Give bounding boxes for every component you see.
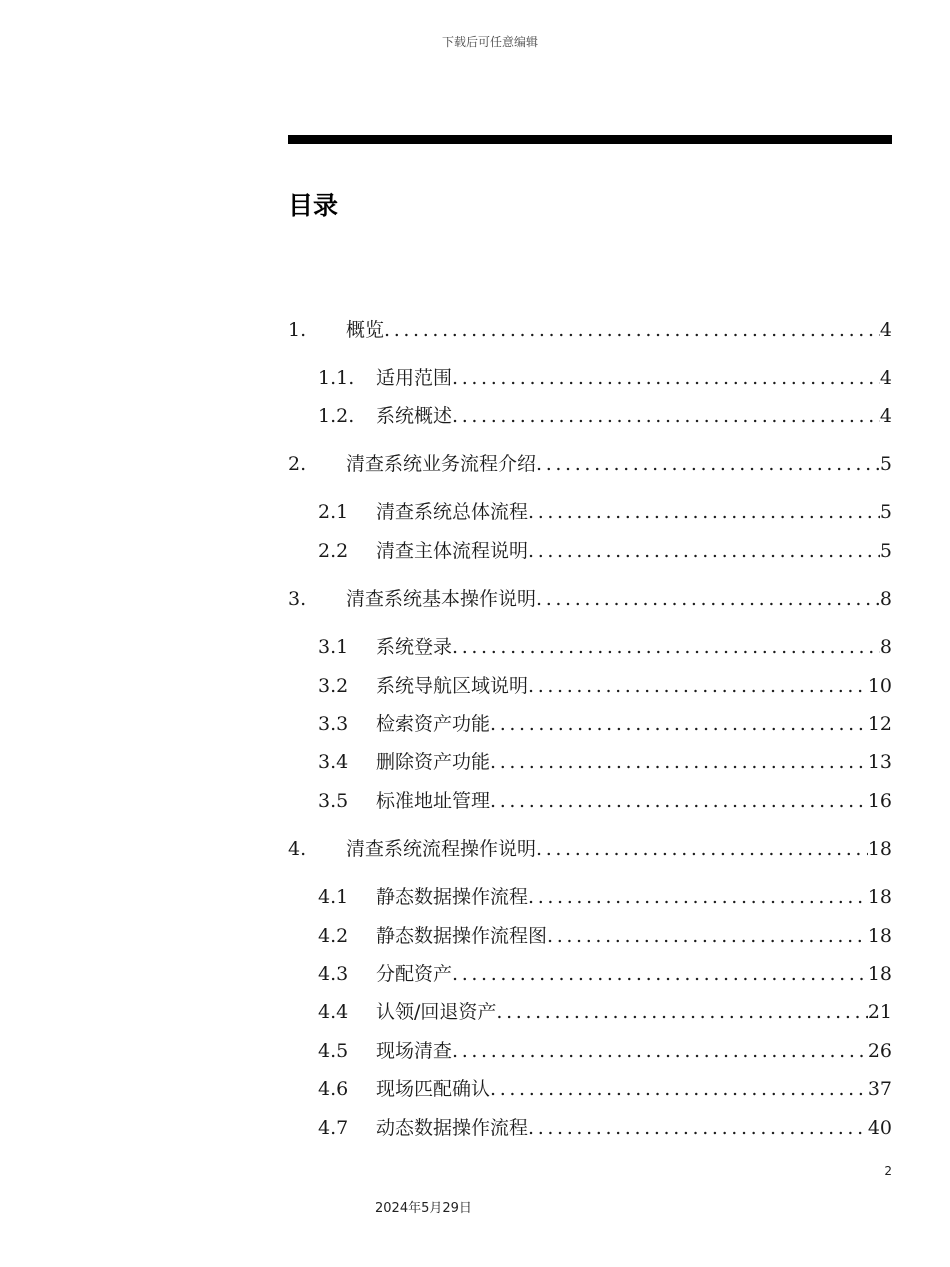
- toc-entry-page: 5: [879, 540, 892, 562]
- toc-entry-number: 4.4: [318, 1001, 349, 1023]
- toc-entry[interactable]: [318, 672, 892, 700]
- toc-entry-label: 现场匹配确认: [376, 1078, 491, 1100]
- page-title: 目录: [288, 191, 339, 220]
- toc-entry-page: 8: [879, 588, 892, 610]
- toc-entry-number: 1.2.: [318, 405, 355, 427]
- toc-entry[interactable]: [318, 960, 892, 988]
- toc-leader-dots: [528, 537, 880, 565]
- toc-entry-number: 4.6: [318, 1078, 349, 1100]
- toc-entry[interactable]: [318, 883, 892, 911]
- toc-entry-page: 16: [867, 790, 892, 812]
- toc-entry-page: 37: [867, 1078, 892, 1100]
- toc-leader-dots: [536, 585, 880, 613]
- toc-leader-dots: [490, 787, 868, 815]
- toc-leader-dots: [528, 1114, 868, 1142]
- toc-entry-number: 1.1.: [318, 367, 355, 389]
- header-note: 下载后可任意编辑: [441, 35, 538, 49]
- toc-entry-page: 5: [879, 453, 892, 475]
- toc-entry-number: 3.5: [318, 790, 349, 812]
- toc-entry-label: 适用范围: [376, 367, 453, 389]
- toc-entry-page: 26: [867, 1040, 892, 1062]
- toc-entry-label: 动态数据操作流程: [376, 1117, 529, 1139]
- page-number: 2: [884, 1164, 892, 1178]
- toc-leader-dots: [452, 364, 880, 392]
- toc-leader-dots: [452, 402, 880, 430]
- toc-leader-dots: [547, 922, 868, 950]
- toc-leader-dots: [384, 316, 880, 344]
- toc-entry-page: 13: [867, 751, 892, 773]
- toc-leader-dots: [490, 710, 868, 738]
- toc-entry-number: 4.3: [318, 963, 349, 985]
- title-rule: [288, 135, 892, 144]
- toc-entry[interactable]: [318, 402, 892, 430]
- toc-entry[interactable]: [318, 922, 892, 950]
- toc-leader-dots: [490, 1075, 868, 1103]
- toc-entry[interactable]: [288, 450, 892, 478]
- toc-entry-number: 2.: [288, 453, 307, 475]
- toc-entry-label: 清查主体流程说明: [376, 540, 529, 562]
- toc-leader-dots: [528, 498, 880, 526]
- toc-leader-dots: [452, 633, 880, 661]
- toc-entry-number: 4.7: [318, 1117, 349, 1139]
- toc-leader-dots: [536, 835, 868, 863]
- toc-entry-label: 静态数据操作流程图: [376, 925, 548, 947]
- toc-entry[interactable]: [318, 787, 892, 815]
- toc-entry-number: 4.: [288, 838, 307, 860]
- toc-leader-dots: [496, 998, 867, 1026]
- toc-leader-dots: [452, 960, 868, 988]
- toc-entry-page: 10: [867, 675, 892, 697]
- toc-entry-page: 5: [879, 501, 892, 523]
- toc-entry-number: 4.5: [318, 1040, 349, 1062]
- toc-entry[interactable]: [318, 364, 892, 392]
- toc-entry-label: 系统登录: [376, 636, 453, 658]
- document-date: 2024年5月29日: [375, 1201, 472, 1216]
- toc-entry-number: 3.3: [318, 713, 349, 735]
- toc-entry-number: 2.1: [318, 501, 349, 523]
- toc-entry-label: 现场清查: [376, 1040, 453, 1062]
- toc-entry[interactable]: [318, 1114, 892, 1142]
- toc-entry-page: 18: [867, 838, 892, 860]
- toc-entry-number: 3.2: [318, 675, 349, 697]
- toc-entry[interactable]: [288, 316, 892, 344]
- toc-entry-label: 清查系统业务流程介绍: [346, 453, 537, 475]
- toc-entry-page: 8: [879, 636, 892, 658]
- toc-entry-number: 3.: [288, 588, 307, 610]
- toc-leader-dots: [528, 883, 868, 911]
- toc-entry-page: 21: [867, 1001, 892, 1023]
- toc-entry[interactable]: [318, 748, 892, 776]
- toc-entry-page: 18: [867, 886, 892, 908]
- toc-entry-label: 标准地址管理: [376, 790, 491, 812]
- toc-entry-page: 4: [879, 319, 892, 341]
- toc-entry-label: 概览: [346, 319, 385, 341]
- toc-entry[interactable]: [318, 1075, 892, 1103]
- toc-entry-label: 系统导航区域说明: [376, 675, 529, 697]
- toc-entry[interactable]: [318, 998, 892, 1026]
- toc-entry-label: 系统概述: [376, 405, 453, 427]
- toc-entry-label: 删除资产功能: [376, 751, 491, 773]
- toc-entry-page: 18: [867, 963, 892, 985]
- toc-leader-dots: [528, 672, 868, 700]
- toc-entry-page: 18: [867, 925, 892, 947]
- toc-entry[interactable]: [318, 498, 892, 526]
- toc-entry-page: 4: [879, 367, 892, 389]
- toc-leader-dots: [490, 748, 868, 776]
- toc-entry-label: 分配资产: [376, 963, 453, 985]
- toc-entry-label: 清查系统总体流程: [376, 501, 529, 523]
- toc-entry[interactable]: [288, 835, 892, 863]
- toc-entry[interactable]: [318, 1037, 892, 1065]
- toc-entry-number: 1.: [288, 319, 307, 341]
- toc-entry-number: 3.4: [318, 751, 349, 773]
- toc-entry[interactable]: [318, 537, 892, 565]
- toc-entry-page: 12: [867, 713, 892, 735]
- toc-entry[interactable]: [318, 633, 892, 661]
- toc-entry-number: 2.2: [318, 540, 349, 562]
- toc-entry-number: 4.2: [318, 925, 349, 947]
- toc-entry-label: 静态数据操作流程: [376, 886, 529, 908]
- toc-entry[interactable]: [318, 710, 892, 738]
- toc-entry-number: 4.1: [318, 886, 349, 908]
- toc-entry-label: 清查系统流程操作说明: [346, 838, 537, 860]
- toc-entry-page: 4: [879, 405, 892, 427]
- toc-entry-number: 3.1: [318, 636, 349, 658]
- toc-leader-dots: [536, 450, 880, 478]
- toc-entry-label: 认领/回退资产: [376, 1001, 497, 1023]
- toc-entry-label: 检索资产功能: [376, 713, 491, 735]
- toc-leader-dots: [452, 1037, 868, 1065]
- toc-entry-label: 清查系统基本操作说明: [346, 588, 537, 610]
- toc-entry[interactable]: [288, 585, 892, 613]
- toc-entry-page: 40: [867, 1117, 892, 1139]
